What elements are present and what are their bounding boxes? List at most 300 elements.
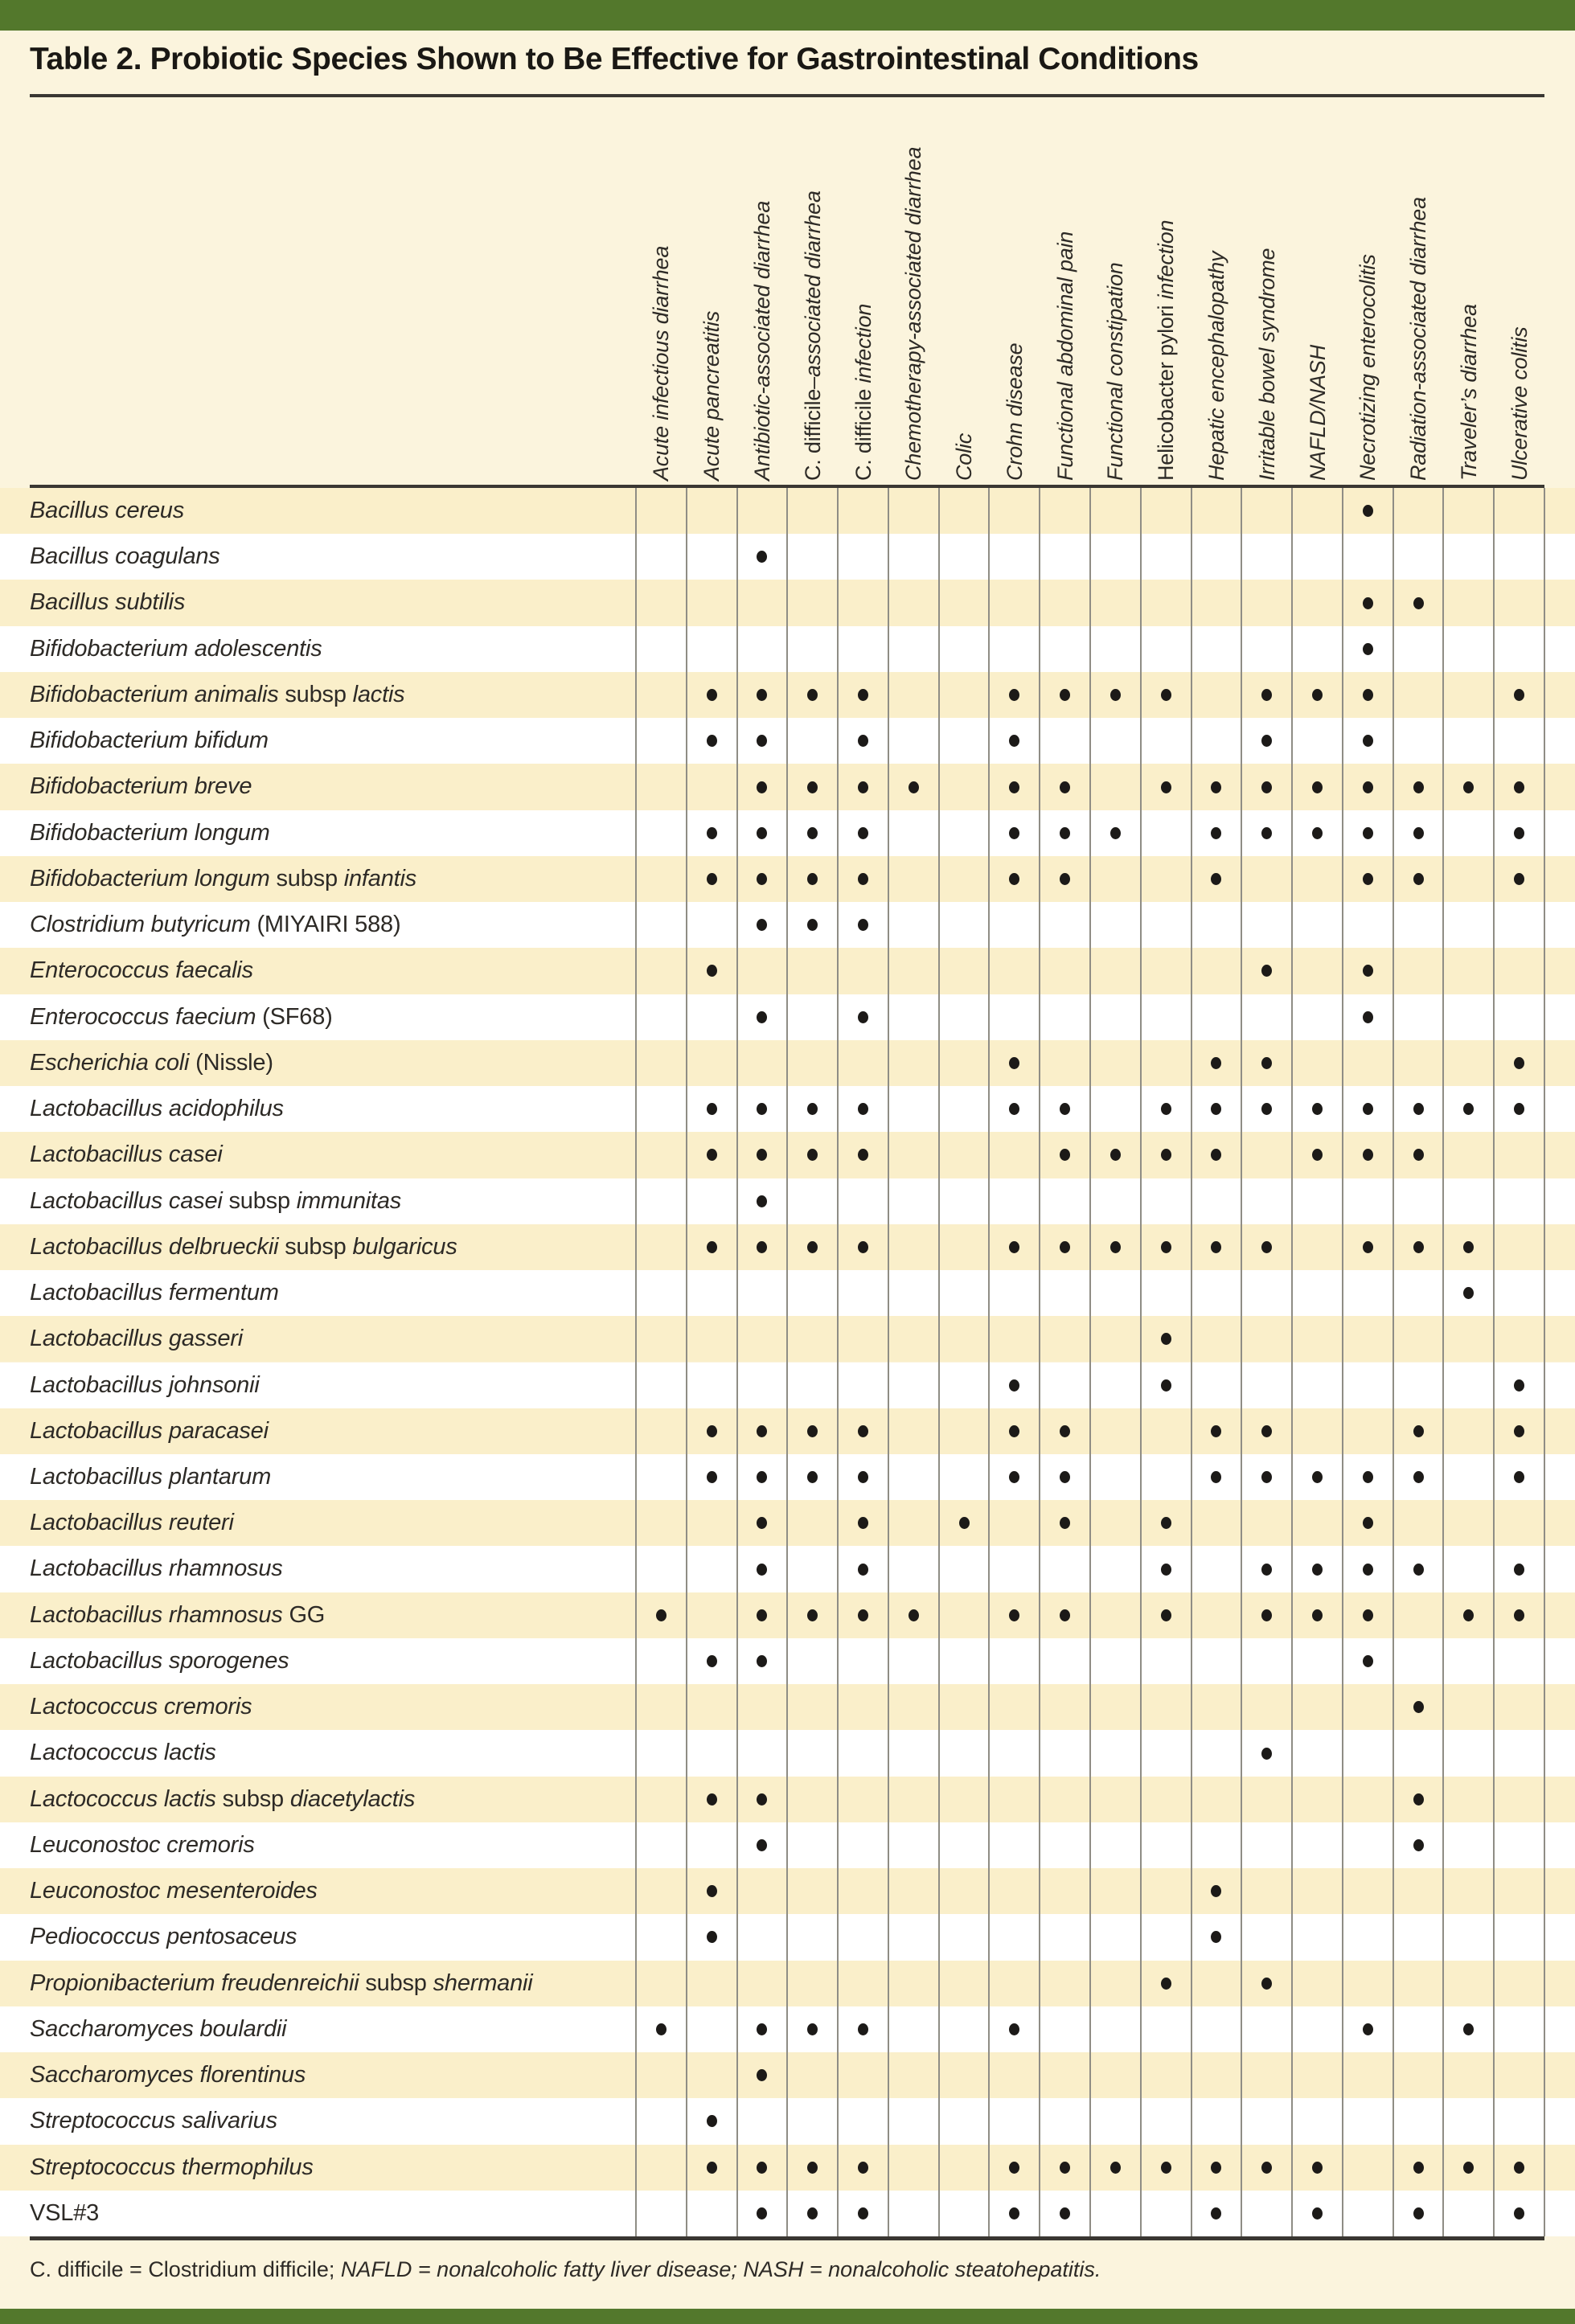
- effective-dot: [1413, 1149, 1424, 1161]
- effective-dot: [1312, 781, 1323, 793]
- effective-dot: [1514, 1609, 1524, 1621]
- effective-dot: [1363, 1609, 1373, 1621]
- species-name: [30, 1408, 269, 1454]
- column-header-label: [1306, 345, 1330, 481]
- effective-dot: [757, 1793, 767, 1806]
- effective-dot: [1363, 597, 1373, 609]
- effective-dot: [757, 1471, 767, 1483]
- effective-dot: [1110, 2162, 1121, 2174]
- effective-dot: [1060, 873, 1070, 885]
- effective-dot: [858, 1425, 868, 1437]
- column-header-label: [1406, 197, 1430, 481]
- effective-dot: [1009, 1379, 1019, 1392]
- effective-dot: [1161, 1103, 1171, 1115]
- effective-dot: [1060, 1471, 1070, 1483]
- effective-dot: [1009, 735, 1019, 747]
- text-segment: (SF68): [262, 1003, 333, 1030]
- text-segment: subsp: [276, 865, 344, 891]
- effective-dot: [1261, 1241, 1272, 1253]
- column-grid-line: [1544, 488, 1545, 2236]
- effective-dot: [807, 2023, 818, 2035]
- effective-dot: [807, 1149, 818, 1161]
- effective-dot: [1060, 1149, 1070, 1161]
- column-grid-line: [635, 488, 637, 2236]
- effective-dot: [858, 781, 868, 793]
- species-name: [30, 1777, 415, 1822]
- species-name: [30, 856, 416, 902]
- effective-dot: [858, 1564, 868, 1576]
- effective-dot: [1363, 1471, 1373, 1483]
- effective-dot: [1363, 505, 1373, 517]
- effective-dot: [1009, 1057, 1019, 1069]
- effective-dot: [1463, 2023, 1474, 2035]
- column-grid-line: [938, 488, 940, 2236]
- effective-dot: [1060, 1103, 1070, 1115]
- column-header-label: [1255, 248, 1279, 481]
- effective-dot: [1211, 781, 1221, 793]
- effective-dot: [1514, 781, 1524, 793]
- effective-dot: [1110, 827, 1121, 839]
- effective-dot: [1211, 873, 1221, 885]
- effective-dot: [1363, 827, 1373, 839]
- effective-dot: [807, 2162, 818, 2174]
- effective-dot: [1261, 1978, 1272, 1990]
- effective-dot: [959, 1517, 970, 1529]
- column-header-label: [1003, 342, 1027, 481]
- effective-dot: [1009, 781, 1019, 793]
- text-segment: Pediococcus pentosaceus: [30, 1924, 297, 1950]
- text-segment: Colic: [952, 432, 977, 481]
- text-segment: Lactobacillus fermentum: [30, 1280, 279, 1306]
- species-name: [30, 1592, 325, 1638]
- effective-dot: [858, 2162, 868, 2174]
- effective-dot: [1261, 781, 1272, 793]
- effective-dot: [1009, 1103, 1019, 1115]
- text-segment: Bifidobacterium longum: [30, 865, 277, 891]
- effective-dot: [1514, 827, 1524, 839]
- species-name: [30, 2191, 99, 2236]
- text-segment: Lactococcus lactis: [30, 1785, 223, 1812]
- effective-dot: [757, 1609, 767, 1621]
- column-header-label: [801, 191, 825, 481]
- effective-dot: [1261, 1057, 1272, 1069]
- species-name: [30, 1546, 283, 1592]
- text-segment: Bifidobacterium breve: [30, 773, 252, 800]
- text-segment: Hepatic encephalopathy: [1204, 251, 1228, 481]
- effective-dot: [908, 781, 919, 793]
- species-name: [30, 488, 184, 534]
- effective-dot: [757, 919, 767, 931]
- effective-dot: [1413, 2207, 1424, 2219]
- column-header-label: [851, 304, 876, 481]
- column-grid-line: [736, 488, 738, 2236]
- species-name: [30, 2145, 314, 2191]
- effective-dot: [1060, 781, 1070, 793]
- effective-dot: [1413, 1471, 1424, 1483]
- column-grid-line: [1140, 488, 1142, 2236]
- effective-dot: [1009, 1241, 1019, 1253]
- species-name: [30, 948, 253, 994]
- effective-dot: [1363, 689, 1373, 701]
- effective-dot: [1514, 1425, 1524, 1437]
- text-segment: immunitas: [296, 1187, 402, 1214]
- effective-dot: [1413, 2162, 1424, 2174]
- effective-dot: [1060, 2207, 1070, 2219]
- effective-dot: [1211, 827, 1221, 839]
- species-name: [30, 1178, 401, 1224]
- effective-dot: [1161, 1333, 1171, 1345]
- effective-dot: [1161, 1241, 1171, 1253]
- text-segment: Lactobacillus plantarum: [30, 1463, 272, 1490]
- effective-dot: [1363, 1241, 1373, 1253]
- text-segment: Saccharomyces florentinus: [30, 2062, 306, 2088]
- effective-dot: [757, 1241, 767, 1253]
- species-name: [30, 1132, 223, 1178]
- text-segment: Lactobacillus rhamnosus: [30, 1555, 283, 1582]
- effective-dot: [757, 2162, 767, 2174]
- effective-dot: [1009, 827, 1019, 839]
- effective-dot: [807, 689, 818, 701]
- text-segment: Functional constipation: [1103, 262, 1128, 481]
- species-name: [30, 764, 252, 810]
- column-grid-line: [988, 488, 990, 2236]
- effective-dot: [1514, 873, 1524, 885]
- effective-dot: [707, 827, 717, 839]
- text-segment: Helicobacter pylori: [1154, 299, 1179, 481]
- effective-dot: [1514, 1103, 1524, 1115]
- text-segment: Acute infectious diarrhea: [649, 245, 674, 481]
- species-name: [30, 672, 404, 718]
- effective-dot: [707, 735, 717, 747]
- column-grid-line: [1039, 488, 1040, 2236]
- effective-dot: [858, 2023, 868, 2035]
- title-rule: [30, 94, 1544, 97]
- text-segment: Irritable bowel syndrome: [1254, 248, 1279, 481]
- text-segment: Bacillus subtilis: [30, 589, 186, 616]
- text-segment: subsp: [228, 1187, 297, 1214]
- effective-dot: [1514, 1471, 1524, 1483]
- effective-dot: [1363, 643, 1373, 655]
- effective-dot: [858, 689, 868, 701]
- text-segment: Lactobacillus casei: [30, 1142, 223, 1168]
- effective-dot: [1363, 2023, 1373, 2035]
- effective-dot: [1363, 1517, 1373, 1529]
- table-title: Table 2. Probiotic Species Shown to Be Effective for Gastrointestinal Conditions: [30, 42, 1199, 76]
- effective-dot: [757, 873, 767, 885]
- species-name: [30, 1040, 273, 1086]
- species-name: [30, 2098, 277, 2144]
- text-segment: Bifidobacterium bifidum: [30, 728, 269, 754]
- effective-dot: [1009, 1609, 1019, 1621]
- effective-dot: [858, 1103, 868, 1115]
- effective-dot: [1363, 965, 1373, 977]
- column-header-label: [699, 311, 724, 481]
- effective-dot: [807, 873, 818, 885]
- column-header-label: [1154, 220, 1178, 481]
- text-segment: diacetylactis: [289, 1785, 416, 1812]
- effective-dot: [1261, 1471, 1272, 1483]
- effective-dot: [707, 1425, 717, 1437]
- effective-dot: [1514, 2207, 1524, 2219]
- effective-dot: [1363, 1011, 1373, 1023]
- effective-dot: [757, 1425, 767, 1437]
- text-segment: Leuconostoc mesenteroides: [30, 1878, 318, 1904]
- effective-dot: [1161, 1978, 1171, 1990]
- text-segment: Leuconostoc cremoris: [30, 1831, 255, 1858]
- effective-dot: [1312, 1149, 1323, 1161]
- species-name: [30, 1086, 284, 1132]
- text-segment: Clostridium butyricum: [30, 912, 257, 938]
- effective-dot: [1261, 1564, 1272, 1576]
- effective-dot: [757, 2207, 767, 2219]
- column-header-label: [1507, 327, 1532, 481]
- effective-dot: [1413, 827, 1424, 839]
- text-segment: Enterococcus faecalis: [30, 957, 253, 984]
- text-segment: infection: [851, 303, 876, 383]
- effective-dot: [757, 689, 767, 701]
- column-header-label: [1356, 254, 1380, 481]
- column-grid-line: [1442, 488, 1444, 2236]
- species-name: [30, 1638, 289, 1684]
- effective-dot: [1514, 689, 1524, 701]
- effective-dot: [1060, 1609, 1070, 1621]
- effective-dot: [1261, 827, 1272, 839]
- effective-dot: [1312, 1564, 1323, 1576]
- column-grid-line: [1291, 488, 1293, 2236]
- text-segment: subsp: [285, 1233, 353, 1260]
- species-name: [30, 902, 400, 948]
- effective-dot: [707, 965, 717, 977]
- effective-dot: [1110, 1241, 1121, 1253]
- effective-dot: [807, 1103, 818, 1115]
- text-segment: Lactobacillus rhamnosus: [30, 1601, 289, 1628]
- effective-dot: [1261, 965, 1272, 977]
- effective-dot: [1211, 1241, 1221, 1253]
- effective-dot: [807, 1471, 818, 1483]
- text-segment: Chemotherapy-associated diarrhea: [901, 146, 926, 481]
- text-segment: bulgaricus: [352, 1233, 457, 1260]
- effective-dot: [707, 1885, 717, 1897]
- table-bottom-rule: [30, 2236, 1544, 2240]
- column-grid-line: [1241, 488, 1242, 2236]
- effective-dot: [656, 1609, 667, 1621]
- effective-dot: [908, 1609, 919, 1621]
- effective-dot: [807, 1609, 818, 1621]
- text-segment: Lactobacillus acidophilus: [30, 1096, 284, 1122]
- effective-dot: [1413, 1564, 1424, 1576]
- text-segment: Saccharomyces boulardii: [30, 2015, 287, 2042]
- effective-dot: [1211, 1425, 1221, 1437]
- effective-dot: [1060, 1241, 1070, 1253]
- text-segment: Lactobacillus delbrueckii: [30, 1233, 285, 1260]
- column-header-label: [750, 201, 774, 481]
- column-header-label: [1103, 262, 1127, 481]
- text-segment: infantis: [343, 865, 417, 891]
- effective-dot: [1060, 1425, 1070, 1437]
- species-name: [30, 534, 220, 580]
- text-segment: Bifidobacterium longum: [30, 819, 270, 846]
- effective-dot: [1009, 2023, 1019, 2035]
- effective-dot: [757, 1103, 767, 1115]
- effective-dot: [1514, 1057, 1524, 1069]
- text-segment: Streptococcus salivarius: [30, 2108, 277, 2134]
- column-header-label: [952, 433, 976, 481]
- text-segment: Lactobacillus sporogenes: [30, 1647, 289, 1674]
- text-segment: Lactococcus lactis: [30, 1740, 216, 1766]
- effective-dot: [858, 827, 868, 839]
- effective-dot: [1009, 1471, 1019, 1483]
- species-name: [30, 810, 270, 856]
- text-segment: Propionibacterium freudenreichii: [30, 1969, 366, 1996]
- effective-dot: [858, 1609, 868, 1621]
- text-segment: GG: [289, 1601, 326, 1628]
- effective-dot: [1463, 1287, 1474, 1299]
- effective-dot: [1161, 781, 1171, 793]
- text-segment: Lactobacillus paracasei: [30, 1417, 269, 1444]
- column-header-label: [901, 147, 925, 481]
- text-segment: Necrotizing enterocolitis: [1356, 254, 1380, 481]
- footnote: [30, 2256, 1541, 2283]
- effective-dot: [707, 1931, 717, 1943]
- text-segment: Escherichia coli: [30, 1049, 196, 1076]
- effective-dot: [1211, 2207, 1221, 2219]
- text-segment: Lactobacillus casei: [30, 1187, 229, 1214]
- column-header-label: [1204, 252, 1228, 481]
- effective-dot: [858, 919, 868, 931]
- text-segment: NAFLD = nonalcoholic fatty liver disease; NASH = nonalcoholic steatohepatitis.: [340, 2257, 1101, 2281]
- effective-dot: [807, 1241, 818, 1253]
- effective-dot: [1261, 1103, 1272, 1115]
- effective-dot: [1161, 1609, 1171, 1621]
- effective-dot: [757, 2023, 767, 2035]
- top-green-band: [0, 0, 1575, 31]
- species-name: [30, 1868, 318, 1914]
- effective-dot: [1261, 689, 1272, 701]
- text-segment: NAFLD/NASH: [1305, 344, 1330, 481]
- effective-dot: [1261, 1609, 1272, 1621]
- effective-dot: [1161, 1517, 1171, 1529]
- effective-dot: [1312, 2162, 1323, 2174]
- column-grid-line: [1342, 488, 1343, 2236]
- effective-dot: [807, 827, 818, 839]
- species-name: [30, 1224, 457, 1270]
- effective-dot: [707, 1103, 717, 1115]
- column-grid-line: [1191, 488, 1192, 2236]
- column-header-label: [1053, 232, 1077, 481]
- effective-dot: [757, 781, 767, 793]
- effective-dot: [1009, 2207, 1019, 2219]
- effective-dot: [1463, 1609, 1474, 1621]
- effective-dot: [1009, 689, 1019, 701]
- effective-dot: [656, 2023, 667, 2035]
- effective-dot: [1312, 1103, 1323, 1115]
- effective-dot: [1363, 873, 1373, 885]
- text-segment: shermanii: [433, 1969, 533, 1996]
- text-segment: subsp: [365, 1969, 433, 1996]
- effective-dot: [858, 735, 868, 747]
- effective-dot: [1413, 1425, 1424, 1437]
- text-segment: (Nissle): [195, 1049, 273, 1076]
- text-segment: Lactobacillus johnsonii: [30, 1371, 260, 1398]
- column-grid-line: [1392, 488, 1394, 2236]
- text-segment: subsp: [285, 681, 353, 707]
- species-name: [30, 626, 322, 672]
- effective-dot: [757, 1564, 767, 1576]
- text-segment: Bacillus coagulans: [30, 543, 220, 570]
- effective-dot: [757, 827, 767, 839]
- effective-dot: [1211, 1057, 1221, 1069]
- text-segment: infection: [1154, 219, 1179, 300]
- text-segment: Bifidobacterium animalis: [30, 681, 285, 707]
- column-header-label: [649, 246, 673, 481]
- text-segment: C. difficile: [800, 388, 825, 481]
- species-name: [30, 1961, 533, 2006]
- text-segment: C. difficile = Clostridium difficile;: [30, 2257, 341, 2281]
- species-name: [30, 994, 333, 1040]
- species-name: [30, 718, 269, 764]
- effective-dot: [1413, 1793, 1424, 1806]
- text-segment: VSL#3: [30, 2199, 100, 2226]
- effective-dot: [1514, 1379, 1524, 1392]
- effective-dot: [1161, 2162, 1171, 2174]
- effective-dot: [1161, 689, 1171, 701]
- effective-dot: [858, 1241, 868, 1253]
- effective-dot: [1161, 1149, 1171, 1161]
- effective-dot: [858, 1517, 868, 1529]
- effective-dot: [1413, 1241, 1424, 1253]
- column-grid-line: [686, 488, 687, 2236]
- effective-dot: [1211, 1885, 1221, 1897]
- effective-dot: [1463, 1103, 1474, 1115]
- effective-dot: [1060, 827, 1070, 839]
- effective-dot: [707, 1655, 717, 1667]
- effective-dot: [757, 735, 767, 747]
- effective-dot: [1261, 1425, 1272, 1437]
- text-segment: Bacillus cereus: [30, 498, 185, 523]
- effective-dot: [1009, 2162, 1019, 2174]
- effective-dot: [1363, 1564, 1373, 1576]
- effective-dot: [1161, 1379, 1171, 1392]
- effective-dot: [1312, 689, 1323, 701]
- effective-dot: [1211, 2162, 1221, 2174]
- effective-dot: [757, 1839, 767, 1851]
- bottom-green-band: [0, 2309, 1575, 2324]
- text-segment: Radiation-associated diarrhea: [1406, 197, 1431, 481]
- species-name: [30, 2006, 286, 2052]
- effective-dot: [807, 2207, 818, 2219]
- column-grid-line: [1089, 488, 1091, 2236]
- effective-dot: [1312, 1471, 1323, 1483]
- effective-dot: [807, 781, 818, 793]
- effective-dot: [707, 689, 717, 701]
- effective-dot: [707, 1793, 717, 1806]
- column-grid-line: [837, 488, 839, 2236]
- species-name: [30, 1730, 216, 1776]
- effective-dot: [858, 1011, 868, 1023]
- species-name: [30, 1316, 243, 1362]
- effective-dot: [1110, 689, 1121, 701]
- effective-dot: [1413, 781, 1424, 793]
- column-grid-line: [1493, 488, 1495, 2236]
- effective-dot: [707, 873, 717, 885]
- effective-dot: [1261, 1748, 1272, 1760]
- text-segment: Enterococcus faecium: [30, 1003, 263, 1030]
- effective-dot: [1060, 689, 1070, 701]
- effective-dot: [1312, 827, 1323, 839]
- column-grid-line: [786, 488, 788, 2236]
- effective-dot: [707, 2115, 717, 2127]
- species-name: [30, 1684, 252, 1730]
